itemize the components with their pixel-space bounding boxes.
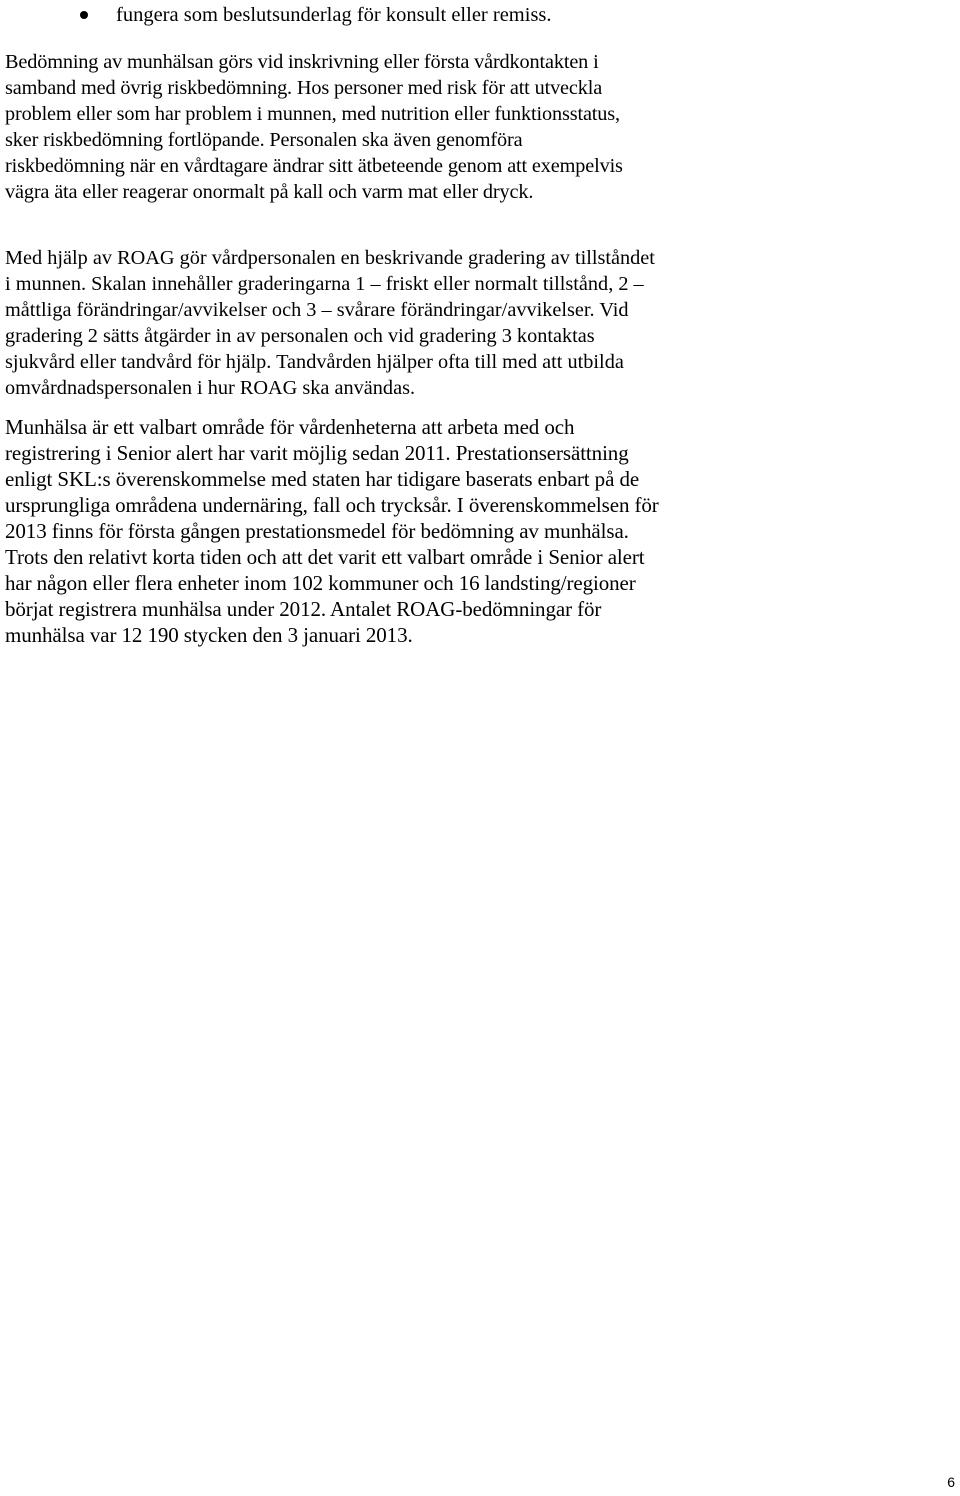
- text-line: måttliga förändringar/avvikelser och 3 – svårare förändringar/avvikelser. Vid: [5, 299, 629, 321]
- paragraph-roag-grading: [5, 245, 940, 401]
- text-line: samband med övrig riskbedömning. Hos personer med risk för att utveckla: [5, 77, 603, 99]
- text-line: Bedömning av munhälsan görs vid inskrivning eller första vårdkontakten i: [5, 51, 599, 73]
- text-line: Med hjälp av ROAG gör vårdpersonalen en beskrivande gradering av tillståndet: [5, 247, 655, 269]
- bullet-point-icon: [80, 11, 88, 19]
- text-line: ursprungliga områdena undernäring, fall och trycksår. I överenskommelsen för: [5, 493, 659, 517]
- text-line: omvårdnadspersonalen i hur ROAG ska användas.: [5, 377, 416, 399]
- text-line: har någon eller flera enheter inom 102 kommuner och 16 landsting/regioner: [5, 571, 636, 595]
- text-line: i munnen. Skalan innehåller graderingarna 1 – friskt eller normalt tillstånd, 2 –: [5, 273, 644, 295]
- text-line: riskbedömning när en vårdtagare ändrar sitt ätbeteende genom att exempelvis: [5, 155, 623, 177]
- text-line: sker riskbedömning fortlöpande. Personalen ska även genomföra: [5, 129, 523, 151]
- text-line: Munhälsa är ett valbart område för vårdenheterna att arbeta med och: [5, 415, 575, 439]
- text-line: enligt SKL:s överenskommelse med staten har tidigare baserats enbart på de: [5, 467, 640, 491]
- text-line: 2013 finns för första gången prestationsmedel för bedömning av munhälsa.: [5, 519, 629, 543]
- bullet-text: fungera som beslutsunderlag för konsult eller remiss.: [116, 4, 552, 26]
- bullet-list-item: [80, 0, 940, 30]
- text-line: gradering 2 sätts åtgärder in av personalen och vid gradering 3 kontaktas: [5, 325, 595, 347]
- text-line: sjukvård eller tandvård för hjälp. Tandvården hjälper ofta till med att utbilda: [5, 351, 624, 373]
- text-line: registrering i Senior alert har varit möjlig sedan 2011. Prestationsersättning: [5, 441, 629, 465]
- text-line: börjat registrera munhälsa under 2012. Antalet ROAG-bedömningar för: [5, 597, 602, 621]
- text-line: problem eller som har problem i munnen, med nutrition eller funktionsstatus,: [5, 103, 620, 125]
- text-line: Trots den relativt korta tiden och att det varit ett valbart område i Senior alert: [5, 545, 645, 569]
- paragraph-senior-alert: [5, 414, 940, 648]
- text-line: vägra äta eller reagerar onormalt på kall och varm mat eller dryck.: [5, 181, 534, 203]
- page-number: 6: [947, 1474, 955, 1490]
- paragraph-risk-assessment: [5, 49, 940, 205]
- text-line: munhälsa var 12 190 stycken den 3 januari 2013.: [5, 623, 413, 647]
